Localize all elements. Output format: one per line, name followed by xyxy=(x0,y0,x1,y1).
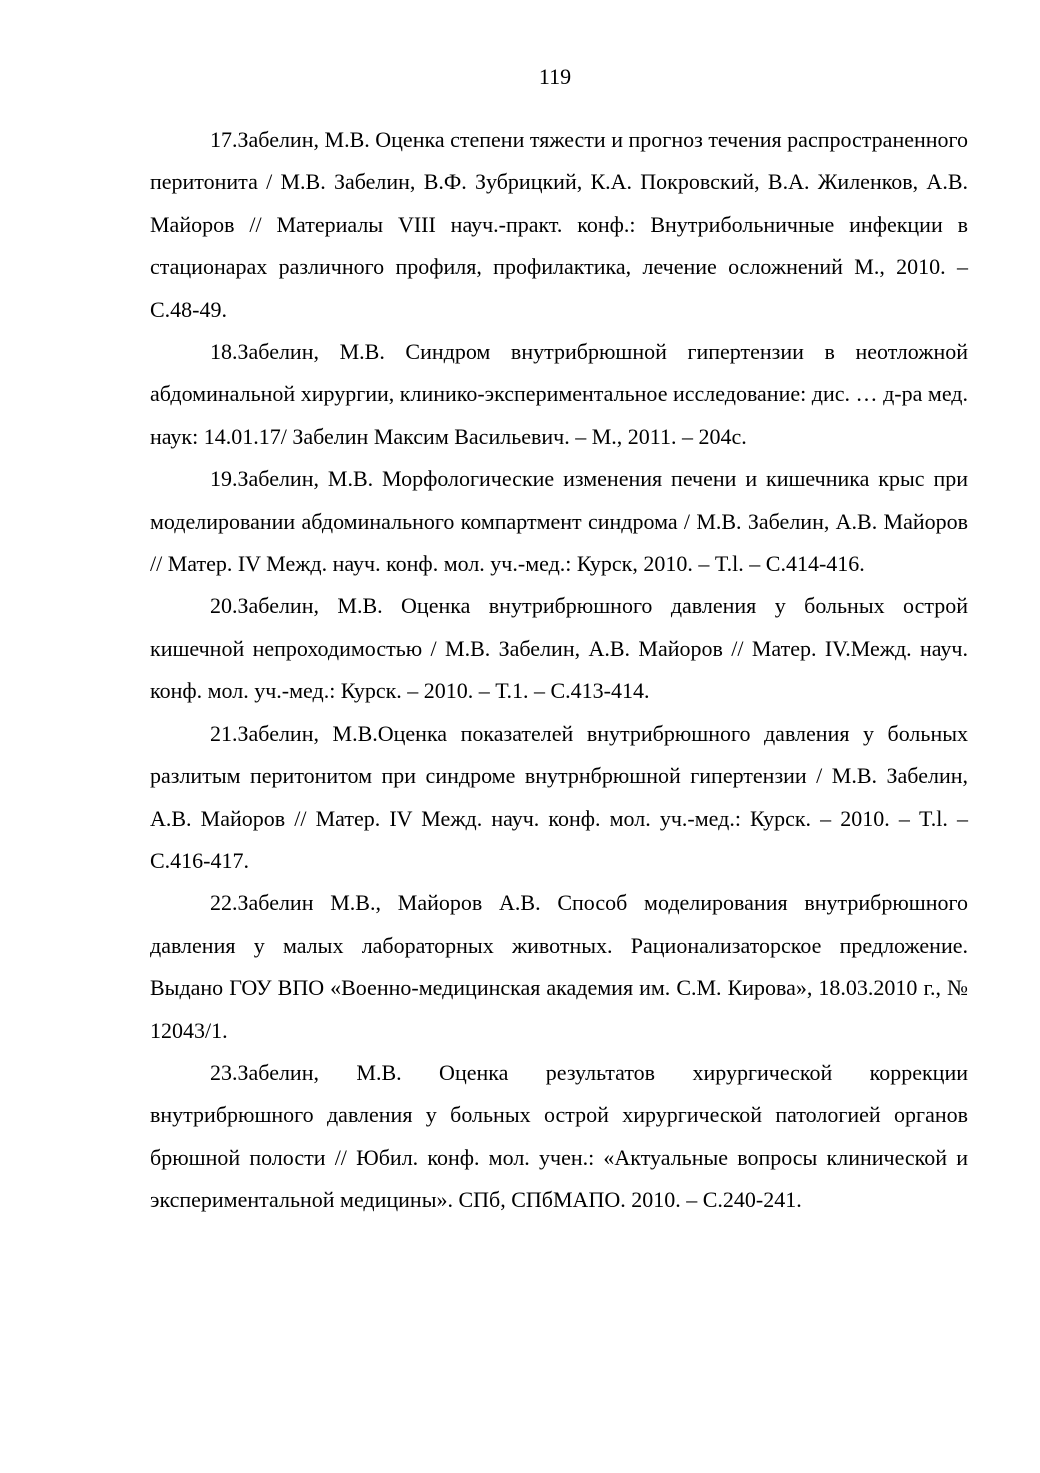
reference-list xyxy=(150,119,968,1222)
reference-text: Забелин, М.В.Оценка показателей внутрибрюшного давления у больных разлитым перитонитом при синдроме внутрнбрюшной гипертензии / М.В. Забелин, А.В. Майоров // Матер. IV Межд. науч. конф. мол. уч.-мед.: Курск. – 2010. – T.l. – C.416-417. xyxy=(150,720,968,873)
reference-number: 18. xyxy=(210,339,238,365)
reference-item xyxy=(150,713,968,883)
reference-number: 20. xyxy=(210,593,238,619)
reference-item xyxy=(150,585,968,712)
reference-text: Забелин, М.В. Оценка результатов хирургической коррекции внутрибрюшного давления у больных острой хирургической патологией органов брюшной полости // Юбил. конф. мол. учен.: «Актуальные вопросы клинической и экспериментальной медицины». СПб, СПбМАПО. 2010. – С.240-241. xyxy=(150,1059,968,1213)
reference-text: Забелин М.В., Майоров А.В. Способ моделирования внутрибрюшного давления у малых лабораторных животных. Рационализаторское предложение. Выдано ГОУ ВПО «Военно-медицинская академия им. С.М. Кирова», 18.03.2010 г., № 12043/1. xyxy=(150,890,968,1043)
reference-text: Забелин, М.В. Оценка внутрибрюшного давления у больных острой кишечной непроходимостью / М.В. Забелин, А.В. Майоров // Матер. IV.Межд. науч. конф. мол. уч.-мед.: Курск. – 2010. – Т.1. – С.413-414. xyxy=(150,593,968,704)
reference-number: 17. xyxy=(210,127,238,152)
reference-item xyxy=(150,1052,968,1222)
reference-number: 22. xyxy=(210,890,238,916)
reference-item xyxy=(150,331,968,458)
reference-item xyxy=(150,882,968,1052)
reference-item xyxy=(150,458,968,585)
reference-number: 23. xyxy=(210,1059,238,1085)
reference-item xyxy=(150,119,968,331)
reference-text: Забелин, М.В. Морфологические изменения печени и кишечника крыс при моделировании абдоминального компартмент синдрома / М.В. Забелин, А.В. Майоров // Матер. IV Межд. науч. конф. мол. уч.-мед.: Курск, 2010. – T.l. – C.414-416. xyxy=(150,466,968,577)
reference-number: 21. xyxy=(210,720,238,746)
reference-number: 19. xyxy=(210,466,238,492)
reference-text: Забелин, М.В. Оценка степени тяжести и прогноз течения распространенного перитонита / М.В. Забелин, В.Ф. Зубрицкий, К.А. Покровский, В.А. Жиленков, А.В. Майоров // Материалы VIII науч.-практ. конф.: Внутрибольничные инфекции в стационарах различного профиля, профилактика, лечение осложнений М., 2010. – С.48-49. xyxy=(150,127,968,322)
page-number: 119 xyxy=(538,64,572,89)
reference-text: Забелин, М.В. Синдром внутрибрюшной гипертензии в неотложной абдоминальной хирургии, клинико-экспериментальное исследование: дис. … д-ра мед. наук: 14.01.17/ Забелин Максим Васильевич. – М., 2011. – 204с. xyxy=(150,339,968,449)
